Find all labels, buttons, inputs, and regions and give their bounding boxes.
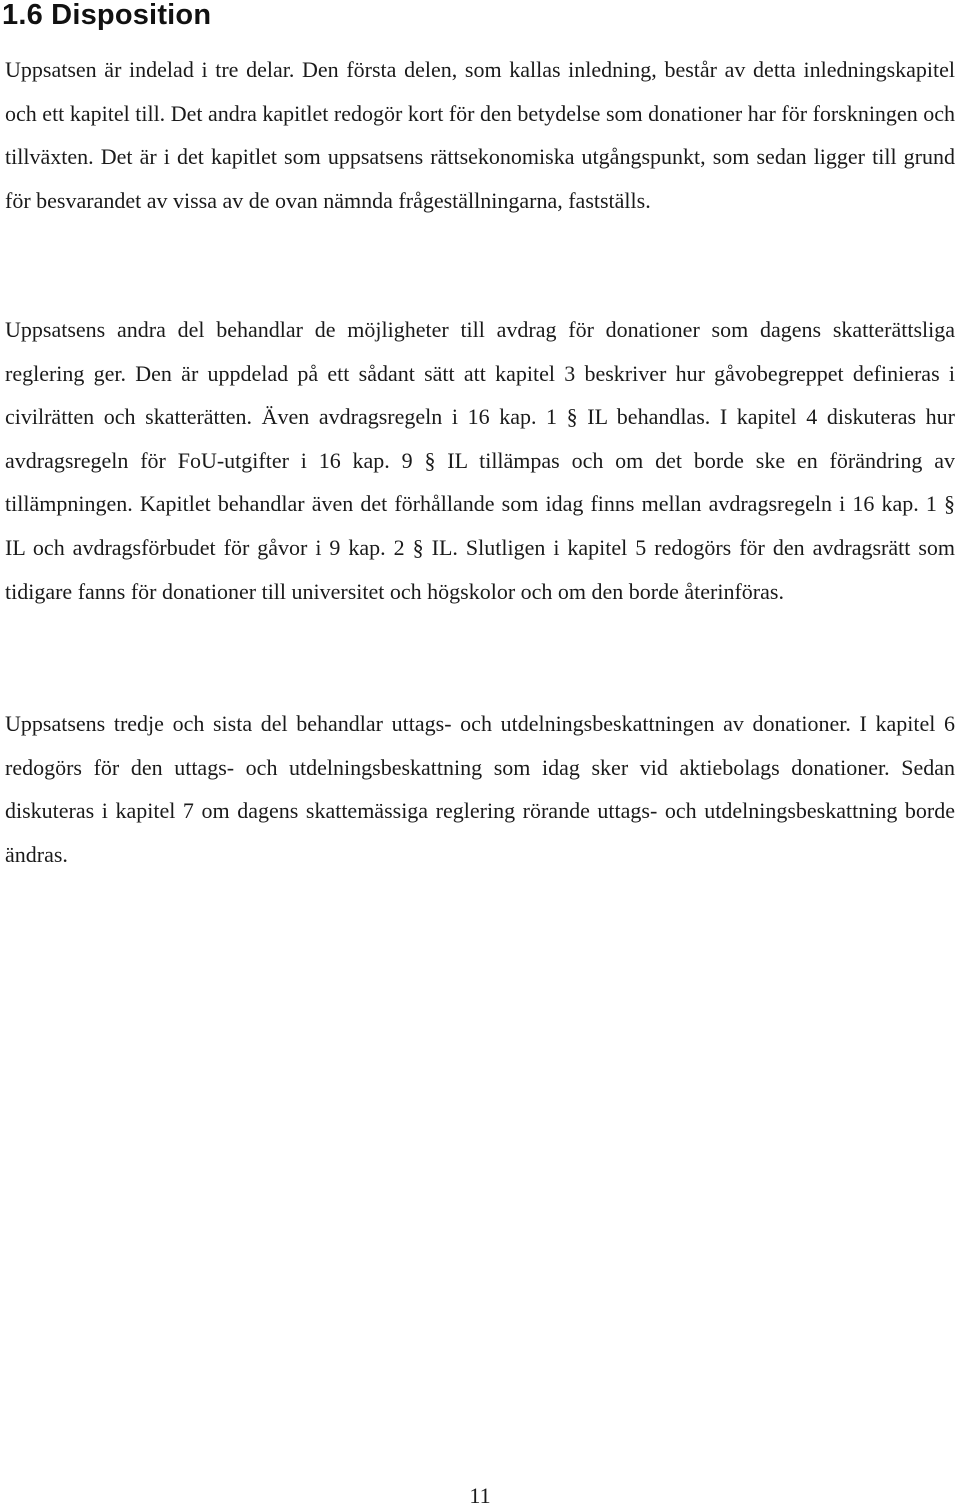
section-heading: 1.6 Disposition [2, 0, 212, 31]
paragraph-third-part: Uppsatsens tredje och sista del behandlar uttags- och utdelningsbeskattningen av donationer. I kapitel 6 redogörs för den uttags- och utdelningsbeskattning som idag sker vid aktiebolags donationer. Sedan diskuteras i kapitel 7 om dagens skattemässiga reglering rörande uttags- och utdelningsbeskattning borde ändras. [5, 711, 955, 867]
page-number: 11 [469, 1483, 491, 1508]
paragraph-second-part: Uppsatsens andra del behandlar de möjligheter till avdrag för donationer som dagens skatterättsliga reglering ger. Den är uppdelad på ett sådant sätt att kapitel 3 beskriver hur gåvobegreppet definieras i civilrätten och skatterätten. Även avdragsregeln i 16 kap. 1 § IL behandlas. I kapitel 4 diskuteras hur avdragsregeln för FoU-utgifter i 16 kap. 9 § IL tillämpas och om det borde ske en förändring av tillämpningen. Kapitlet behandlar även det förhållande som idag finns mellan avdragsregeln i 16 kap. 1 § IL och avdragsförbudet för gåvor i 9 kap. 2 § IL. Slutligen i kapitel 5 redogörs för den avdragsrätt som tidigare fanns för donationer till universitet och högskolor och om den borde återinföras. [5, 317, 955, 604]
paragraph-introduction: Uppsatsen är indelad i tre delar. Den första delen, som kallas inledning, består av detta inledningskapitel och ett kapitel till. Det andra kapitlet redogör kort för den betydelse som donationer har för forskningen och tillväxten. Det är i det kapitlet som uppsatsens rättsekonomiska utgångspunkt, som sedan ligger till grund för besvarandet av vissa av de ovan nämnda frågeställningarna, fastställs. [5, 57, 955, 213]
